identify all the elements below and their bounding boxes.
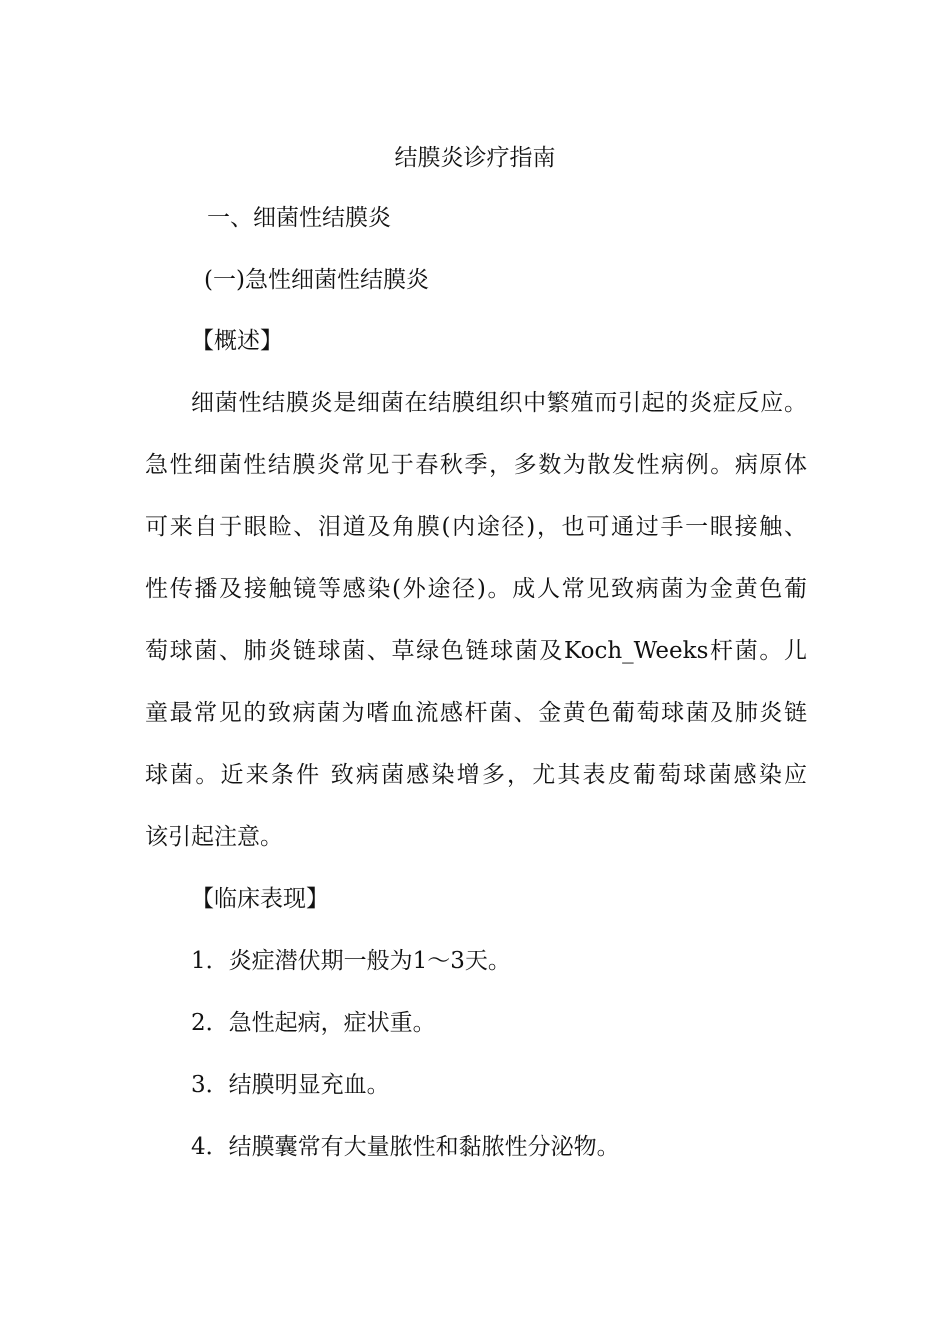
section-heading: 一、细菌性结膜炎: [207, 205, 391, 231]
clinical-list-item: 1．炎症潜伏期一般为1～3天。: [191, 948, 511, 974]
subsection-heading: (一)急性细菌性结膜炎: [204, 267, 429, 293]
overview-line: 细菌性结膜炎是细菌在结膜组织中繁殖而引起的炎症反应。: [191, 390, 807, 416]
clinical-list-item: 2．急性起病，症状重。: [191, 1010, 436, 1036]
overview-line: 球菌。近来条件 致病菌感染增多，尤其表皮葡萄球菌感染应: [145, 762, 807, 788]
overview-line: 萄球菌、肺炎链球菌、草绿色链球菌及Koch_Weeks杆菌。儿: [145, 638, 807, 664]
clinical-list-item: 4．结膜囊常有大量脓性和黏脓性分泌物。: [191, 1134, 620, 1160]
document-title: 结膜炎诊疗指南: [394, 145, 556, 171]
overview-heading: 【概述】: [191, 328, 283, 354]
overview-line: 该引起注意。: [145, 824, 283, 850]
overview-line: 急性细菌性结膜炎常见于春秋季，多数为散发性病例。病原体: [145, 452, 807, 478]
overview-line: 性传播及接触镜等感染(外途径)。成人常见致病菌为金黄色葡: [145, 576, 807, 602]
overview-line: 童最常见的致病菌为嗜血流感杆菌、金黄色葡萄球菌及肺炎链: [145, 700, 807, 726]
clinical-heading: 【临床表现】: [191, 886, 329, 912]
clinical-list-item: 3．结膜明显充血。: [191, 1072, 390, 1098]
overview-line: 可来自于眼睑、泪道及角膜(内途径)，也可通过手一眼接触、: [145, 514, 807, 540]
